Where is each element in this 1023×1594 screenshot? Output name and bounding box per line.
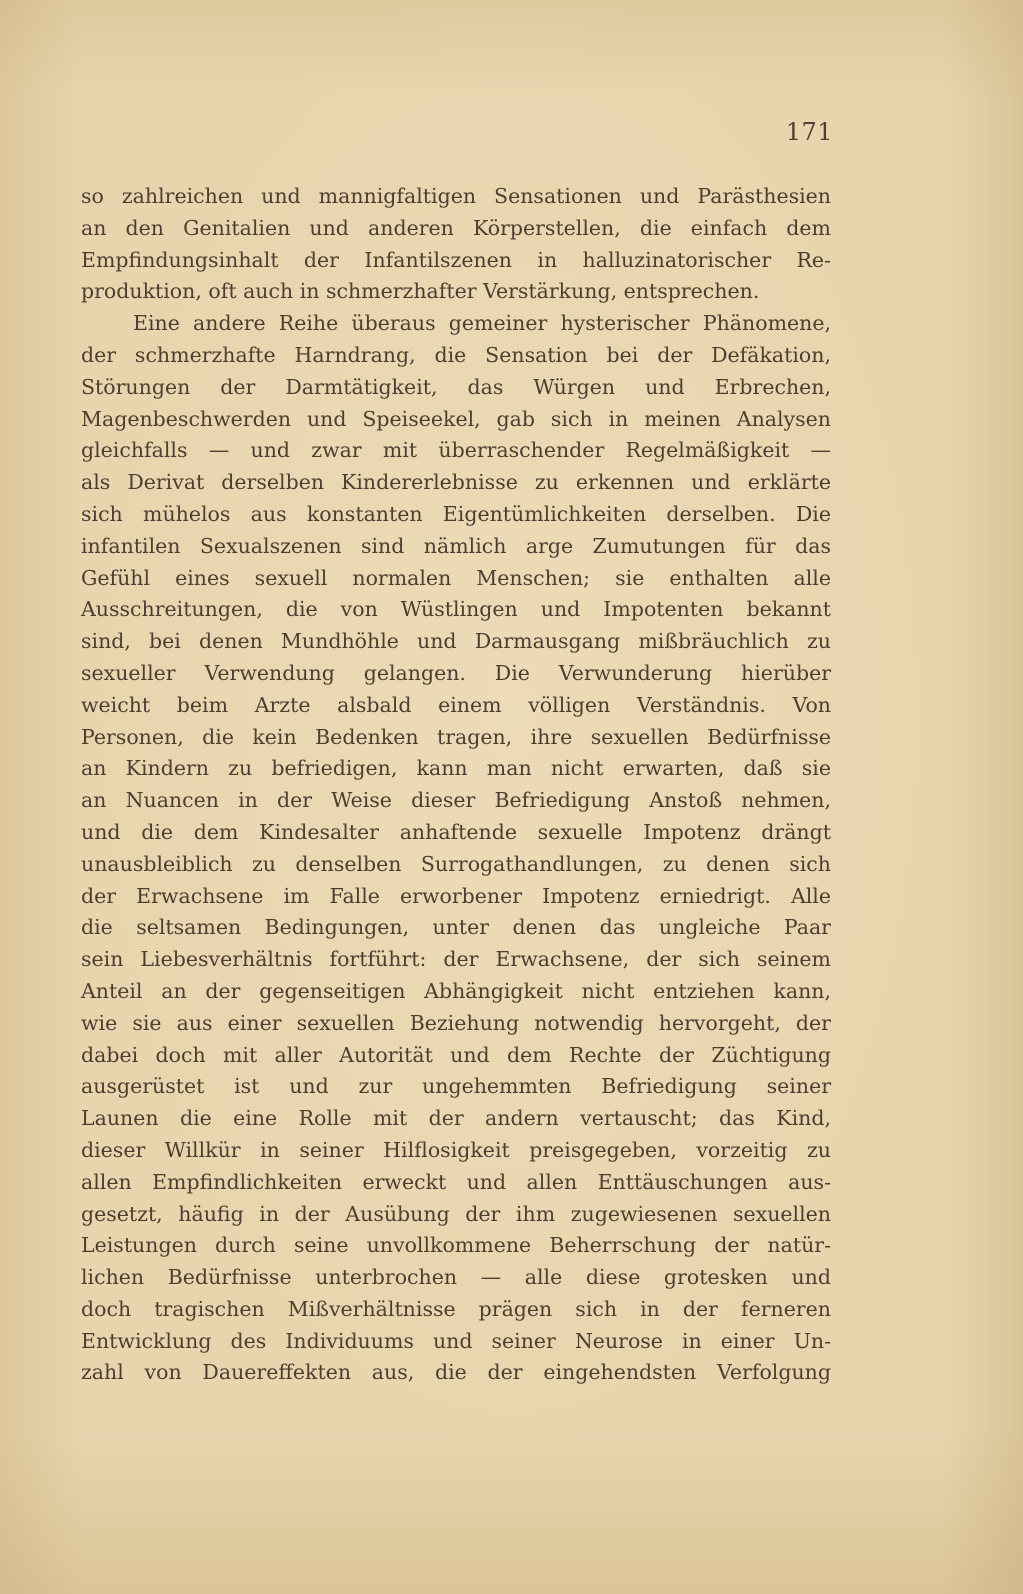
- text-line: sind, bei denen Mundhöhle und Darmausgang mißbräuchlich zu: [81, 629, 831, 654]
- text-line: gleichfalls — und zwar mit überraschender Regelmäßigkeit —: [81, 438, 831, 463]
- text-line: an Nuancen in der Weise dieser Befriedigung Anstoß nehmen,: [81, 788, 831, 813]
- text-line: Ausschreitungen, die von Wüstlingen und Impotenten bekannt: [81, 597, 831, 622]
- text-line: doch tragischen Mißverhältnisse prägen sich in der ferneren: [81, 1296, 831, 1321]
- text-line: infantilen Sexualszenen sind nämlich arge Zumutungen für das: [81, 533, 831, 558]
- paragraph-start-line: Eine andere Reihe überaus gemeiner hysterischer Phänomene,: [133, 311, 831, 336]
- body-text: [81, 181, 831, 1389]
- text-line: Gefühl eines sexuell normalen Menschen; sie enthalten alle: [81, 565, 831, 590]
- text-line: weicht beim Arzte alsbald einem völligen Verständnis. Von: [81, 692, 831, 717]
- text-line: Störungen der Darmtätigkeit, das Würgen und Erbrechen,: [81, 374, 831, 399]
- text-line: dieser Willkür in seiner Hilflosigkeit preisgegeben, vorzeitig zu: [81, 1137, 831, 1162]
- text-line: Launen die eine Rolle mit der andern vertauscht; das Kind,: [81, 1106, 831, 1131]
- text-line: wie sie aus einer sexuellen Beziehung notwendig hervorgeht, der: [81, 1010, 831, 1035]
- text-line: Anteil an der gegenseitigen Abhängigkeit nicht entziehen kann,: [81, 978, 831, 1003]
- text-line: als Derivat derselben Kindererlebnisse zu erkennen und erklärte: [81, 470, 831, 495]
- text-line: dabei doch mit aller Autorität und dem Rechte der Züchtigung: [81, 1042, 831, 1067]
- text-line: Magenbeschwerden und Speiseekel, gab sich in meinen Analysen: [81, 406, 831, 431]
- text-line: unausbleiblich zu denselben Surrogathandlungen, zu denen sich: [81, 851, 831, 876]
- text-line: sexueller Verwendung gelangen. Die Verwunderung hierüber: [81, 660, 831, 685]
- text-line: produktion, oft auch in schmerzhafter Verstärkung, entsprechen.: [81, 279, 760, 304]
- text-line: an den Genitalien und anderen Körperstellen, die einfach dem: [81, 215, 831, 240]
- text-line: der Erwachsene im Falle erworbener Impotenz erniedrigt. Alle: [81, 883, 831, 908]
- text-line: sich mühelos aus konstanten Eigentümlichkeiten derselben. Die: [81, 501, 831, 526]
- text-line: an Kindern zu befriedigen, kann man nicht erwarten, daß sie: [81, 756, 831, 781]
- text-line: der schmerzhafte Harndrang, die Sensation bei der Defäkation,: [81, 342, 831, 367]
- text-line: allen Empfindlichkeiten erweckt und allen Enttäuschungen aus-: [81, 1169, 831, 1194]
- text-line: lichen Bedürfnisse unterbrochen — alle diese grotesken und: [81, 1265, 831, 1290]
- text-line: Leistungen durch seine unvollkommene Beherrschung der natür-: [81, 1233, 831, 1258]
- text-line: Entwicklung des Individuums und seiner Neurose in einer Un-: [81, 1328, 831, 1353]
- text-line: die seltsamen Bedingungen, unter denen das ungleiche Paar: [81, 915, 831, 940]
- text-line: Empfindungsinhalt der Infantilszenen in halluzinatorischer Re-: [81, 247, 831, 272]
- page-number: 171: [785, 118, 833, 146]
- text-line: gesetzt, häufig in der Ausübung der ihm zugewiesenen sexuellen: [81, 1201, 831, 1226]
- text-line: Personen, die kein Bedenken tragen, ihre sexuellen Bedürfnisse: [81, 724, 831, 749]
- text-line: ausgerüstet ist und zur ungehemmten Befriedigung seiner: [81, 1074, 831, 1099]
- text-line: und die dem Kindesalter anhaftende sexuelle Impotenz drängt: [81, 819, 831, 844]
- text-line: sein Liebesverhältnis fortführt: der Erwachsene, der sich seinem: [81, 947, 831, 972]
- text-line: zahl von Dauereffekten aus, die der eingehendsten Verfolgung: [81, 1360, 831, 1385]
- text-line: so zahlreichen und mannigfaltigen Sensationen und Parästhesien: [81, 184, 831, 208]
